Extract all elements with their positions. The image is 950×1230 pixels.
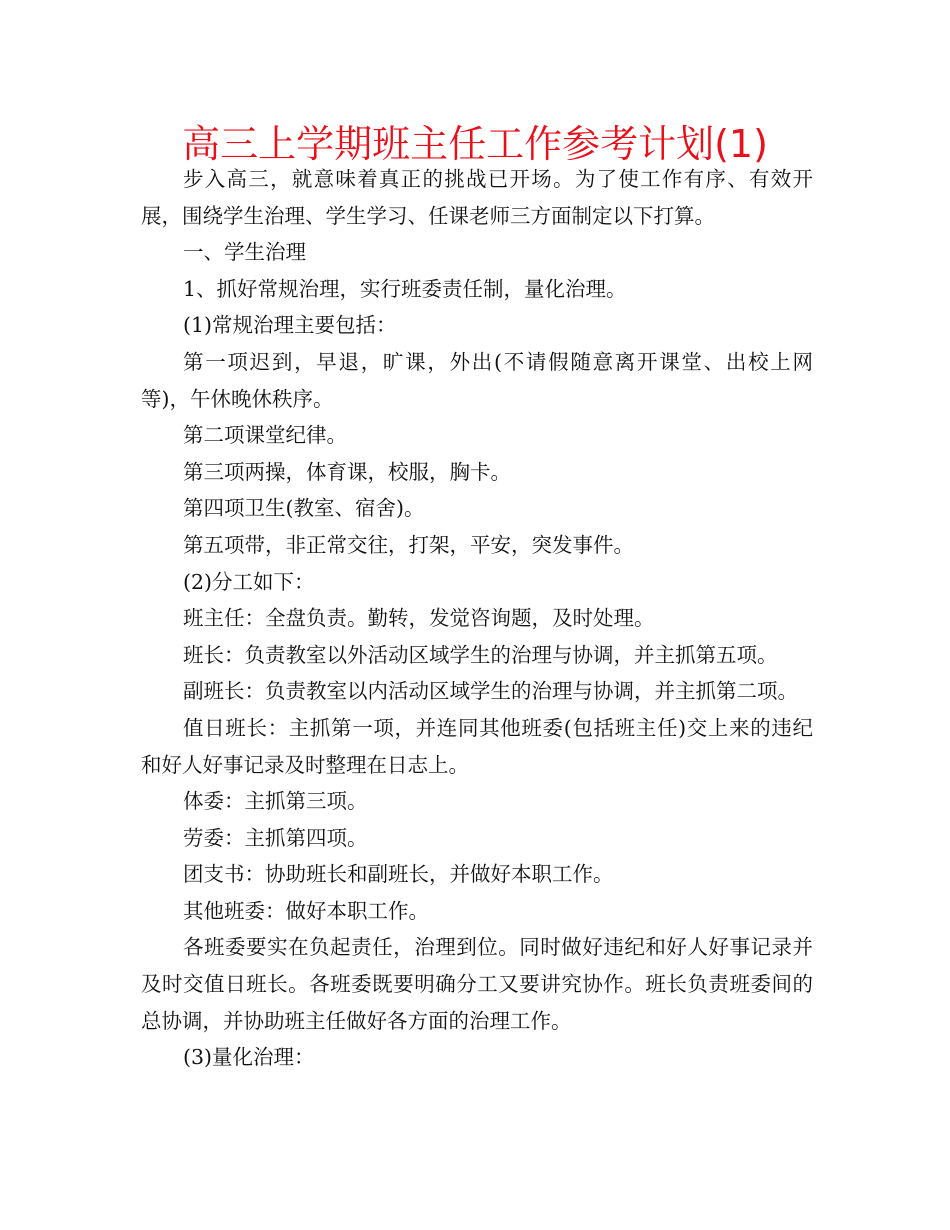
paragraph: 其他班委：做好本职工作。 <box>183 898 429 923</box>
paragraph: 第五项带，非正常交往，打架，平安，突发事件。 <box>183 532 634 557</box>
section-heading: 一、学生治理 <box>183 240 306 265</box>
subsection-heading: (1)常规治理主要包括： <box>183 313 397 338</box>
paragraph: 第二项课堂纪律。 <box>183 423 347 448</box>
paragraph: 班长：负责教室以外活动区域学生的治理与协调，并主抓第五项。 <box>183 642 778 667</box>
paragraph: 1、抓好常规治理，实行班委责任制，量化治理。 <box>183 276 627 301</box>
document-body <box>141 161 813 1076</box>
paragraph: 副班长：负责教室以内活动区域学生的治理与协调，并主抓第二项。 <box>183 679 798 704</box>
paragraph: 劳委：主抓第四项。 <box>183 825 368 850</box>
paragraph: 班主任：全盘负责。勤转，发觉咨询题，及时处理。 <box>183 606 655 631</box>
paragraph: 团支书：协助班长和副班长，并做好本职工作。 <box>183 862 614 887</box>
paragraph: 体委：主抓第三项。 <box>183 789 368 814</box>
paragraph: 各班委要实在负起责任，治理到位。同时做好违纪和好人好事记录并及时交值日班长。各班委既要明确分工又要讲究协作。班长负责班委间的总协调，并协助班主任做好各方面的治理工作。 <box>141 935 813 1033</box>
document-title: 高三上学期班主任工作参考计划(1) <box>182 122 768 166</box>
paragraph: 第一项迟到，早退，旷课，外出(不请假随意离开课堂、出校上网等)，午休晚休秩序。 <box>141 349 813 411</box>
paragraph: 第三项两操，体育课，校服，胸卡。 <box>183 459 511 484</box>
subsection-heading: (2)分工如下： <box>183 569 315 594</box>
paragraph: 步入高三，就意味着真正的挑战已开场。为了使工作有序、有效开展，围绕学生治理、学生学习、任课老师三方面制定以下打算。 <box>141 167 813 228</box>
paragraph: 第四项卫生(教室、宿舍)。 <box>183 496 425 521</box>
subsection-heading: (3)量化治理： <box>183 1045 315 1070</box>
paragraph: 值日班长：主抓第一项，并连同其他班委(包括班主任)交上来的违纪和好人好事记录及时整理在日志上。 <box>141 715 813 777</box>
